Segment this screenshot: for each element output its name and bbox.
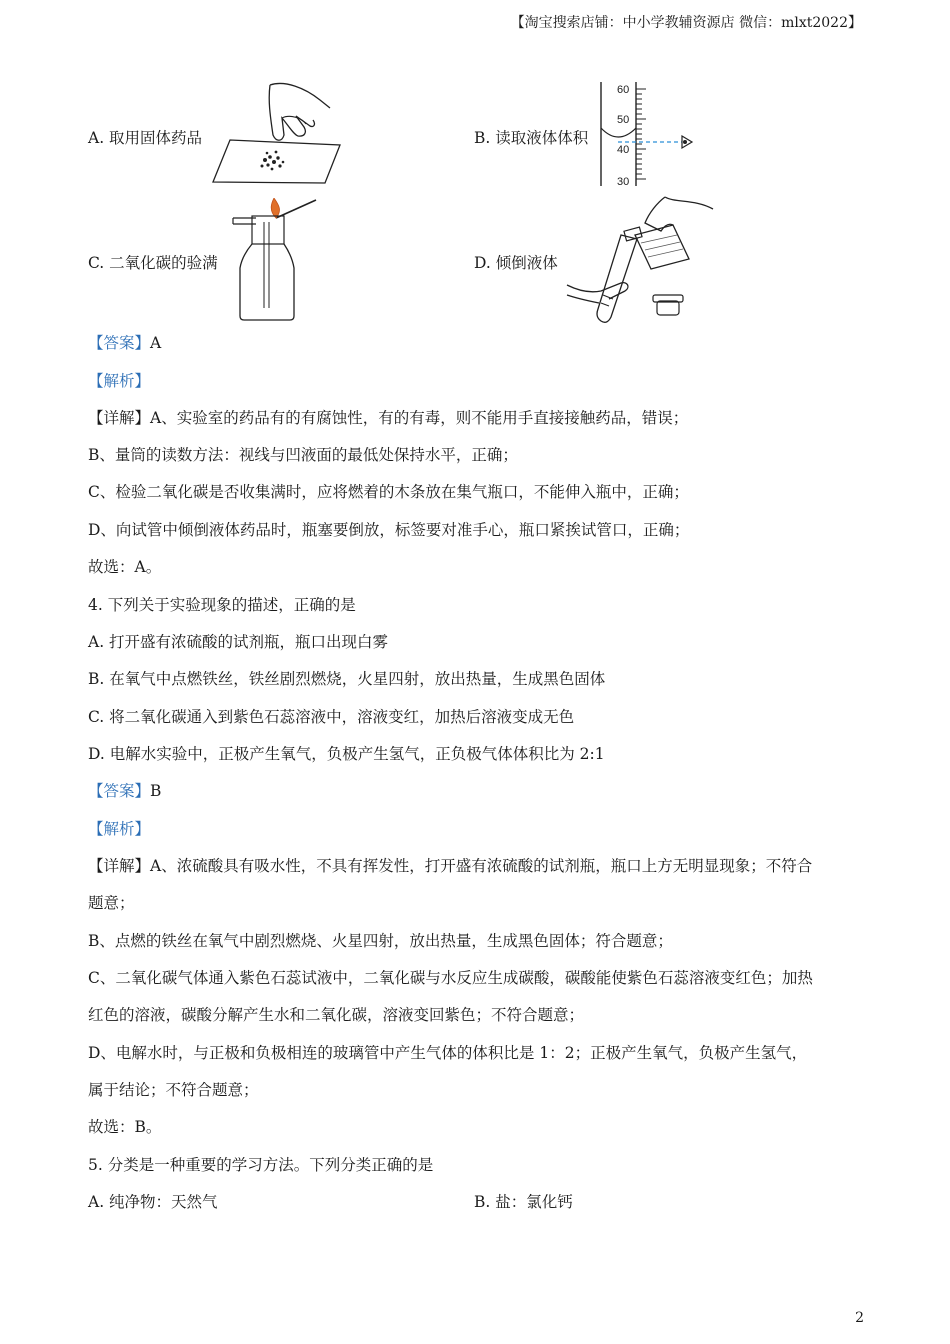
cylinder-tick-40: 40: [617, 144, 630, 156]
q5-option-a: A. 纯净物：天然气: [88, 1193, 218, 1211]
q3-detail-line-2: B、量筒的读数方法：视线与凹液面的最低处保持水平，正确；: [88, 446, 518, 464]
q3-answer-tag: 【答案】: [88, 334, 151, 352]
cylinder-tick-30: 30: [617, 176, 630, 188]
q3-option-c: C. 二氧化碳的验满: [88, 254, 218, 272]
q4-detail-text-1: A、浓硫酸具有吸水性，不具有挥发性，打开盛有浓硫酸的试剂瓶，瓶口上方无明显现象；不符合: [150, 857, 813, 875]
q4-option-c: C. 将二氧化碳通入到紫色石蕊溶液中，溶液变红，加热后溶液变成无色: [88, 708, 575, 726]
q3-option-d: D. 倾倒液体: [474, 254, 558, 272]
q4-option-d: D. 电解水实验中，正极产生氧气，负极产生氢气，正负极气体体积比为 2:1: [88, 745, 605, 763]
q3-detail-line-3: C、检验二氧化碳是否收集满时，应将燃着的木条放在集气瓶口，不能伸入瓶中，正确；: [88, 483, 689, 501]
q4-detail-line-3: B、点燃的铁丝在氧气中剧烈燃烧、火星四射，放出热量，生成黑色固体；符合题意；: [88, 932, 673, 950]
q4-detail-line-7: 属于结论；不符合题意；: [88, 1081, 259, 1099]
q3-answer-line: [88, 331, 161, 353]
q4-answer-line: [88, 779, 161, 801]
gas-bottle-figure: [228, 198, 318, 323]
cylinder-tick-50: 50: [617, 114, 630, 126]
q3-detail-line-4: D、向试管中倾倒液体药品时，瓶塞要倒放，标签要对准手心，瓶口紧挨试管口，正确；: [88, 521, 690, 539]
q4-detail-line-6: D、电解水时，与正极和负极相连的玻璃管中产生气体的体积比是 1：2；正极产生氧气，负极产生氢气，: [88, 1044, 808, 1062]
q4-detail-line-2: 题意；: [88, 894, 135, 912]
pouring-liquid-figure: [565, 195, 717, 325]
q5-stem: 5. 分类是一种重要的学习方法。下列分类正确的是: [88, 1156, 434, 1174]
q4-detail-line-1: [88, 854, 812, 876]
q4-conclusion: 故选：B。: [88, 1118, 162, 1136]
q3-jiexi-tag: 【解析】: [88, 372, 151, 390]
q3-option-b: B. 读取液体体积: [474, 129, 589, 147]
q4-detail-line-4: C、二氧化碳气体通入紫色石蕊试液中，二氧化碳与水反应生成碳酸，碳酸能使紫色石蕊溶液变红色；加热: [88, 969, 813, 987]
q3-detail-text-1: A、实验室的药品有的有腐蚀性，有的有毒，则不能用手直接接触药品，错误；: [150, 409, 689, 427]
q4-jiexi-tag: 【解析】: [88, 820, 151, 838]
q4-stem: 4. 下列关于实验现象的描述，正确的是: [88, 596, 356, 614]
cylinder-tick-60: 60: [617, 84, 630, 96]
q4-answer: B: [150, 782, 162, 800]
q4-detail-tag: 【详解】: [88, 857, 151, 875]
q4-answer-tag: 【答案】: [88, 782, 151, 800]
q4-option-b: B. 在氧气中点燃铁丝，铁丝剧烈燃烧，火星四射，放出热量，生成黑色固体: [88, 670, 606, 688]
page-header: 【淘宝搜索店铺：中小学教辅资源店 微信：mlxt2022】: [510, 15, 862, 31]
q3-option-a: A. 取用固体药品: [88, 129, 203, 147]
q3-detail-line-1: [88, 406, 688, 428]
q4-option-a: A. 打开盛有浓硫酸的试剂瓶，瓶口出现白雾: [88, 633, 389, 651]
q3-answer: A: [150, 334, 162, 352]
graduated-cylinder-figure: [598, 80, 700, 190]
page-number: 2: [855, 1310, 864, 1326]
hand-taking-solid-figure: [210, 80, 345, 188]
q3-conclusion: 故选：A。: [88, 558, 162, 576]
q3-detail-tag: 【详解】: [88, 409, 151, 427]
q4-detail-line-5: 红色的溶液，碳酸分解产生水和二氧化碳，溶液变回紫色；不符合题意；: [88, 1006, 585, 1024]
q5-option-b: B. 盐：氯化钙: [474, 1193, 573, 1211]
